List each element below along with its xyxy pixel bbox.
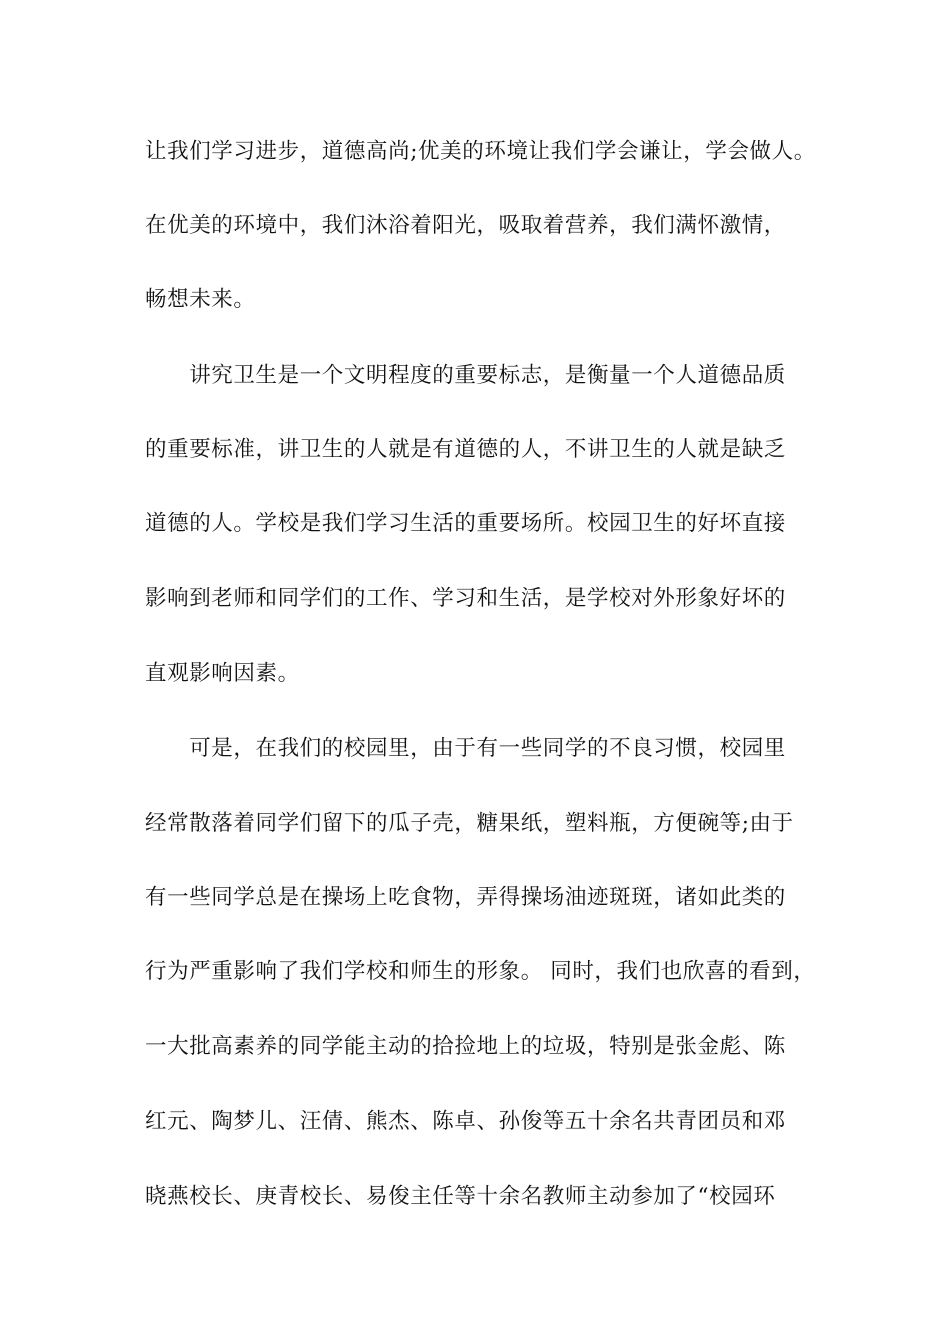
text-line: 讲究卫生是一个文明程度的重要标志，是衡量一个人道德品质 xyxy=(145,363,786,388)
text-line: 晓燕校长、庚青校长、易俊主任等十余名教师主动参加了“校园环 xyxy=(145,1184,776,1209)
text-line: 畅想未来。 xyxy=(145,287,256,312)
text-line: 道德的人。学校是我们学习生活的重要场所。校园卫生的好坏直接 xyxy=(145,511,786,536)
text-line: 直观影响因素。 xyxy=(145,661,300,686)
text-line: 红元、陶梦儿、汪倩、熊杰、陈卓、孙俊等五十余名共青团员和邓 xyxy=(145,1109,786,1134)
text-line: 在优美的环境中，我们沐浴着阳光，吸取着营养，我们满怀激情， xyxy=(145,213,786,238)
text-line: 一大批高素养的同学能主动的拾捡地上的垃圾，特别是张金彪、陈 xyxy=(145,1034,786,1059)
text-line: 经常散落着同学们留下的瓜子壳，糖果纸，塑料瓶，方便碗等;由于 xyxy=(145,811,794,836)
text-line: 行为严重影响了我们学校和师生的形象。 同时，我们也欣喜的看到， xyxy=(145,959,816,984)
text-line: 可是，在我们的校园里，由于有一些同学的不良习惯，校园里 xyxy=(145,736,786,761)
text-line: 影响到老师和同学们的工作、学习和生活，是学校对外形象好坏的 xyxy=(145,586,786,611)
text-line: 让我们学习进步，道德高尚;优美的环境让我们学会谦让，学会做人。 xyxy=(145,139,816,164)
text-line: 的重要标准，讲卫生的人就是有道德的人，不讲卫生的人就是缺乏 xyxy=(145,437,786,462)
text-line: 有一些同学总是在操场上吃食物，弄得操场油迹斑斑，诸如此类的 xyxy=(145,885,786,910)
